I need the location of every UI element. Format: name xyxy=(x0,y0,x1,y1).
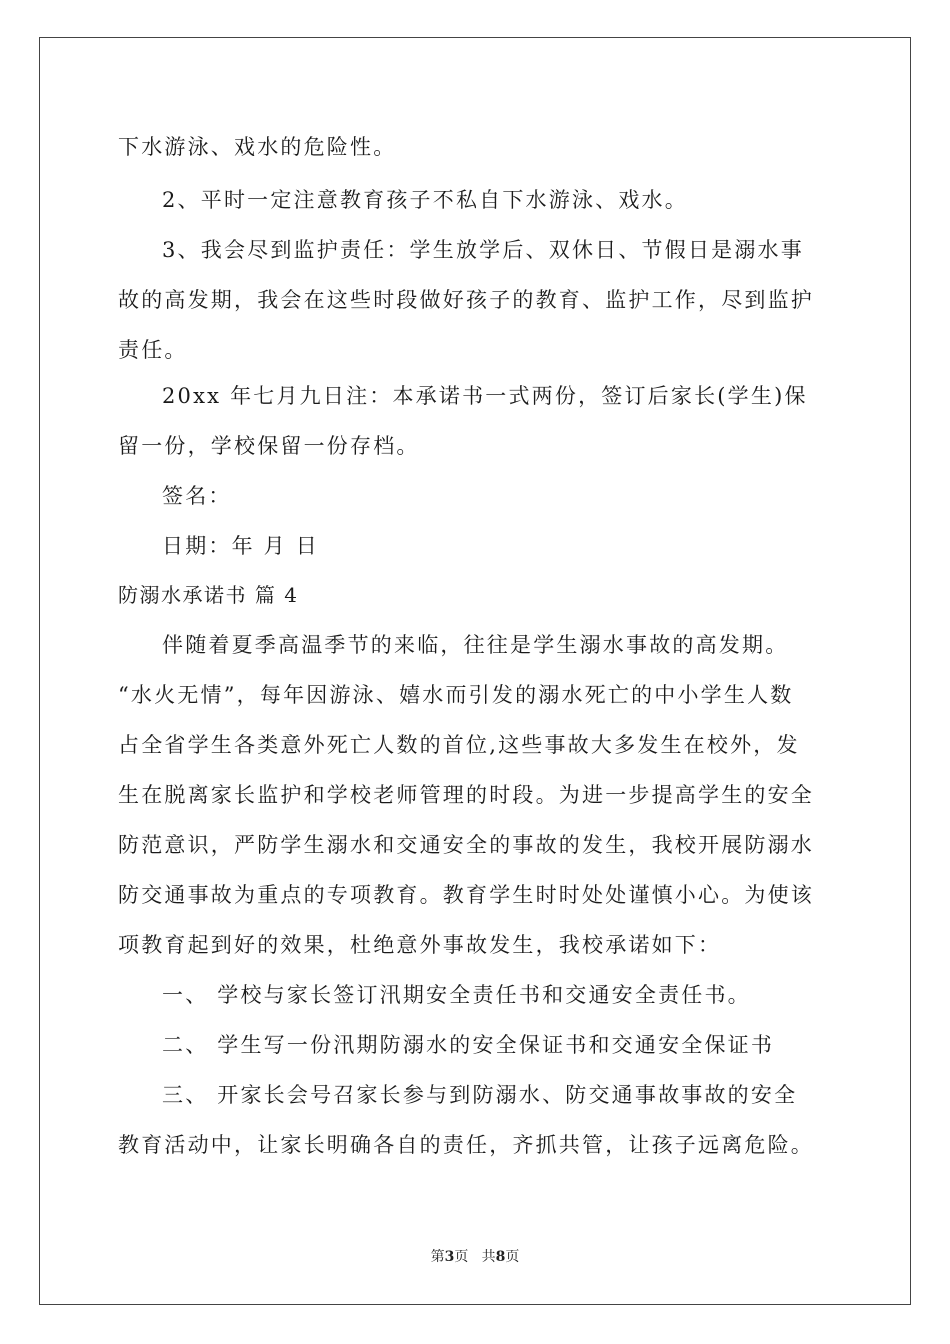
paragraph-line: 3、我会尽到监护责任：学生放学后、双休日、节假日是溺水事 xyxy=(162,238,804,262)
list-item: 二、 学生写一份汛期防溺水的安全保证书和交通安全保证书 xyxy=(162,1033,775,1057)
paragraph-line: 防范意识，严防学生溺水和交通安全的事故的发生，我校开展防溺水 xyxy=(118,833,814,857)
paragraph-line: 责任。 xyxy=(118,338,188,362)
paragraph-line: 故的高发期，我会在这些时段做好孩子的教育、监护工作，尽到监护 xyxy=(118,288,814,312)
page-label-prefix: 第 xyxy=(430,1249,445,1265)
paragraph-line: “水火无情”，每年因游泳、嬉水而引发的溺水死亡的中小学生人数 xyxy=(118,683,794,707)
list-item: 三、 开家长会号召家长参与到防溺水、防交通事故事故的安全 xyxy=(162,1083,798,1107)
total-pages: 8 xyxy=(495,1249,506,1265)
paragraph-line: 教育活动中，让家长明确各自的责任，齐抓共管，让孩子远离危险。 xyxy=(118,1133,814,1157)
page-number: 3 xyxy=(444,1249,455,1265)
paragraph-line: 20xx 年七月九日注：本承诺书一式两份，签订后家长(学生)保 xyxy=(162,384,808,408)
page-border xyxy=(39,37,911,1305)
paragraph-line: 2、平时一定注意教育孩子不私自下水游泳、戏水。 xyxy=(162,188,688,212)
signature-label: 签名： xyxy=(162,484,232,508)
paragraph-line: 占全省学生各类意外死亡人数的首位,这些事故大多发生在校外，发 xyxy=(118,733,800,757)
page-footer xyxy=(0,1246,950,1266)
paragraph-line: 项教育起到好的效果，杜绝意外事故发生，我校承诺如下： xyxy=(118,933,722,957)
paragraph-line: 伴随着夏季高温季节的来临，往往是学生溺水事故的高发期。 xyxy=(162,633,789,657)
paragraph-line: 下水游泳、戏水的危险性。 xyxy=(118,135,397,159)
paragraph-line: 防交通事故为重点的专项教育。教育学生时时处处谨慎小心。为使该 xyxy=(118,883,814,907)
date-label: 日期：年 月 日 xyxy=(162,534,319,558)
page-label-suffix: 页 xyxy=(454,1249,469,1265)
section-heading: 防溺水承诺书 篇 4 xyxy=(118,583,299,607)
total-label-prefix: 共 xyxy=(481,1249,496,1265)
list-item: 一、 学校与家长签订汛期安全责任书和交通安全责任书。 xyxy=(162,983,751,1007)
total-label-suffix: 页 xyxy=(505,1249,520,1265)
paragraph-line: 留一份，学校保留一份存档。 xyxy=(118,434,420,458)
paragraph-line: 生在脱离家长监护和学校老师管理的时段。为进一步提高学生的安全 xyxy=(118,783,814,807)
